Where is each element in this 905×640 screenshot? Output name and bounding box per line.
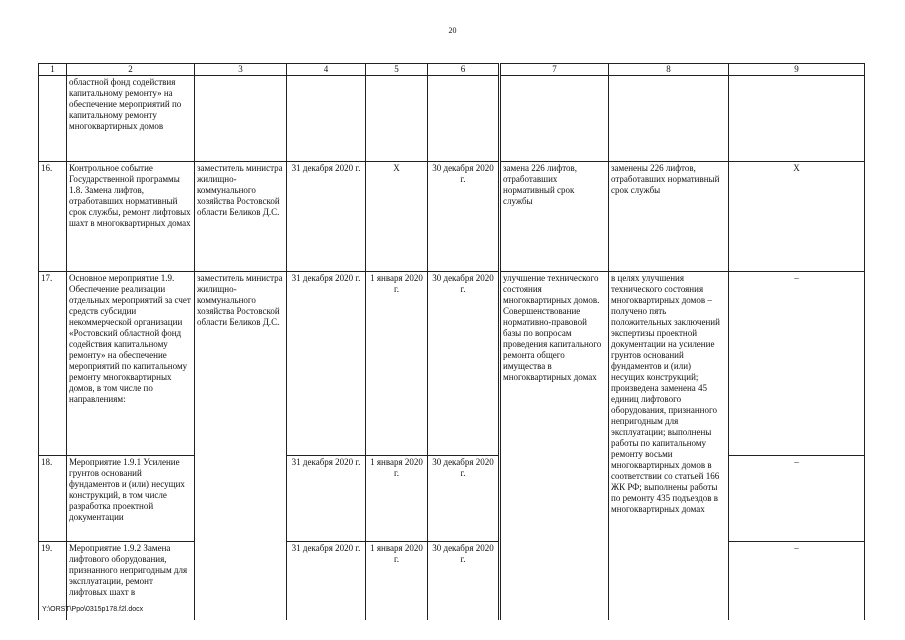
row-number: 17. bbox=[39, 272, 67, 456]
col-header-3: 3 bbox=[195, 64, 287, 76]
plan-date: 31 декабря 2020 г. bbox=[287, 456, 366, 542]
event-name: Контрольное событие Государственной программы 1.8. Замена лифтов, отработавших нормативный срок службы, ремонт лифтовых шахт в многоквартирных домах bbox=[67, 162, 195, 272]
start-date: 1 января 2020 г. bbox=[366, 272, 428, 456]
table-row bbox=[39, 542, 865, 620]
end-date: 30 декабря 2020 г. bbox=[428, 272, 500, 456]
table-row bbox=[39, 272, 865, 456]
cell-empty bbox=[428, 76, 500, 162]
page-number: 20 bbox=[448, 26, 457, 35]
actual-result: заменены 226 лифтов, отработавших нормативный срок службы bbox=[609, 162, 729, 272]
event-name: Основное мероприятие 1.9. Обеспечение реализации отдельных мероприятий за счет средств субсидии некоммерческой организации «Ростовский областной фонд содействия капитальному ремонту» на обеспечение мероприятий по капитальному ремонту многоквартирных домов, в том числе по направлениям: bbox=[67, 272, 195, 456]
note: – bbox=[729, 456, 865, 542]
column-numbers-row bbox=[39, 64, 865, 76]
event-name: Мероприятие 1.9.2 Замена лифтового оборудования, признанного непригодным для эксплуатации, ремонт лифтовых шахт в bbox=[67, 542, 195, 620]
expected-result: улучшение технического состояния многоквартирных домов. Совершенствование нормативно-правовой базы по вопросам проведения капитального ремонта общего имущества в многоквартирных домах bbox=[500, 272, 609, 620]
col-header-9: 9 bbox=[729, 64, 865, 76]
cell-empty bbox=[366, 76, 428, 162]
responsible: заместитель министра жилищно-коммунального хозяйства Ростовской области Беликов Д.С. bbox=[195, 272, 287, 620]
table-row bbox=[39, 162, 865, 272]
expected-result: замена 226 лифтов, отработавших нормативный срок службы bbox=[500, 162, 609, 272]
cell-empty bbox=[500, 76, 609, 162]
cell-empty bbox=[39, 76, 67, 162]
event-name: Мероприятие 1.9.1 Усиление грунтов оснований фундаментов и (или) несущих конструкций, в том числе разработка проектной документации bbox=[67, 456, 195, 542]
end-date: 30 декабря 2020 г. bbox=[428, 456, 500, 542]
plan-date: 31 декабря 2020 г. bbox=[287, 542, 366, 620]
cell-empty bbox=[609, 76, 729, 162]
start-date: 1 января 2020 г. bbox=[366, 456, 428, 542]
col-header-8: 8 bbox=[609, 64, 729, 76]
col-header-5: 5 bbox=[366, 64, 428, 76]
continuation-name: областной фонд содействия капитальному ремонту» на обеспечение мероприятий по капитальному ремонту многоквартирных домов bbox=[67, 76, 195, 162]
row-number: 18. bbox=[39, 456, 67, 542]
table-row bbox=[39, 456, 865, 542]
cell-empty bbox=[729, 76, 865, 162]
actual-result: в целях улучшения технического состояния многоквартирных домов – получено пять положительных заключений экспертизы проектной документации на усиление грунтов оснований фундаментов и (или) несущих конструкций; произведена заменена 45 единиц лифтового оборудования, признанного непригодным для эксплуатации; выполнены работы по капитальному ремонту восьми многоквартирных домов в соответствии со статьей 166 ЖК РФ; выполнены работы по ремонту 435 подъездов в многоквартирных домах bbox=[609, 272, 729, 620]
col-header-2: 2 bbox=[67, 64, 195, 76]
start-date: Х bbox=[366, 162, 428, 272]
end-date: 30 декабря 2020 г. bbox=[428, 542, 500, 620]
note: – bbox=[729, 542, 865, 620]
responsible: заместитель министра жилищно-коммунального хозяйства Ростовской области Беликов Д.С. bbox=[195, 162, 287, 272]
row-number: 16. bbox=[39, 162, 67, 272]
col-header-6: 6 bbox=[428, 64, 500, 76]
col-header-4: 4 bbox=[287, 64, 366, 76]
end-date: 30 декабря 2020 г. bbox=[428, 162, 500, 272]
start-date: 1 января 2020 г. bbox=[366, 542, 428, 620]
plan-date: 31 декабря 2020 г. bbox=[287, 162, 366, 272]
col-header-1: 1 bbox=[39, 64, 67, 76]
cell-empty bbox=[287, 76, 366, 162]
note: Х bbox=[729, 162, 865, 272]
col-header-7: 7 bbox=[500, 64, 609, 76]
continuation-row bbox=[39, 76, 865, 162]
events-table bbox=[38, 63, 865, 620]
note: – bbox=[729, 272, 865, 456]
cell-empty bbox=[195, 76, 287, 162]
file-path-footer: Y:\ORST\Ppo\0315p178.f2l.docx bbox=[42, 606, 144, 613]
plan-date: 31 декабря 2020 г. bbox=[287, 272, 366, 456]
row-number: 19. bbox=[39, 542, 67, 620]
